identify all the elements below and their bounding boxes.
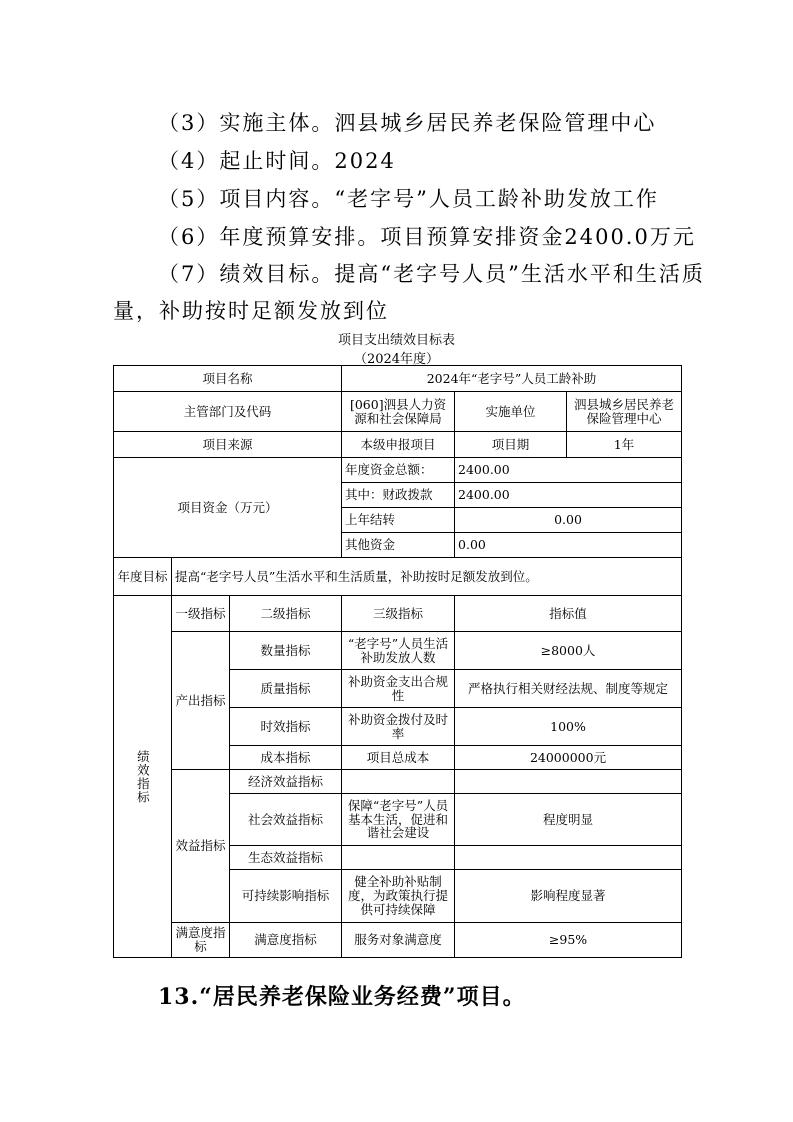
row-l3: 服务对象满意度 [342,923,455,958]
row-l2: 生态效益指标 [230,846,342,870]
funds-label: 项目资金（万元） [114,458,342,558]
col-level1: 一级指标 [172,596,230,632]
paragraph-implementer: （3）实施主体。泗县城乡居民养老保险管理中心 [158,111,657,135]
section-heading: 13.“居民养老保险业务经费”项目。 [158,984,526,1010]
row-value [455,770,682,794]
period-value: 1年 [567,432,682,458]
row-l3: 健全补助补贴制度，为政策执行提供可持续保障 [342,870,455,923]
perf-label: 绩效指标 [114,596,172,958]
row-l2: 满意度指标 [230,923,342,958]
source-value: 本级申报项目 [342,432,455,458]
annual-total-value: 2400.00 [455,458,682,483]
impl-value: 泗县城乡居民养老保险管理中心 [567,392,682,432]
annual-goal-label: 年度目标 [114,558,172,596]
row-l3: 项目总成本 [342,746,455,770]
fiscal-label: 其中：财政拨款 [342,483,455,508]
row-l3: 保障“老字号”人员基本生活，促进和谐社会建设 [342,794,455,846]
paragraph-budget: （6）年度预算安排。项目预算安排资金2400.0万元 [158,225,696,249]
paragraph-goal: （7）绩效目标。提高“老字号人员”生活水平和生活质 [158,262,705,286]
carryover-label: 上年结转 [342,508,455,533]
row-value: ≥95% [455,923,682,958]
impl-label: 实施单位 [455,392,567,432]
performance-table [113,365,682,958]
period-label: 项目期 [455,432,567,458]
row-value: 影响程度显著 [455,870,682,923]
dept-label: 主管部门及代码 [114,392,342,432]
other-funds-value: 0.00 [455,533,682,558]
table-year: （2024年度） [353,352,440,367]
row-l2: 质量指标 [230,670,342,708]
row-value: 24000000元 [455,746,682,770]
paragraph-goal-cont: 量，补助按时足额发放到位 [113,299,389,323]
row-l2: 数量指标 [230,632,342,670]
row-l3 [342,846,455,870]
row-value: 严格执行相关财经法规、制度等规定 [455,670,682,708]
row-value [455,846,682,870]
project-name-value: 2024年“老字号”人员工龄补助 [342,366,682,392]
row-l2: 经济效益指标 [230,770,342,794]
paragraph-period: （4）起止时间。2024 [158,149,396,173]
row-l3: 补助资金拨付及时率 [342,708,455,746]
col-value: 指标值 [455,596,682,632]
fiscal-value: 2400.00 [455,483,682,508]
row-l3: “老字号”人员生活补助发放人数 [342,632,455,670]
other-funds-label: 其他资金 [342,533,455,558]
col-level2: 二级指标 [230,596,342,632]
annual-goal-value: 提高“老字号人员”生活水平和生活质量，补助按时足额发放到位。 [172,558,682,596]
row-l2: 可持续影响指标 [230,870,342,923]
col-level3: 三级指标 [342,596,455,632]
row-value: 程度明显 [455,794,682,846]
project-name-label: 项目名称 [114,366,342,392]
row-l2: 时效指标 [230,708,342,746]
row-l3: 补助资金支出合规性 [342,670,455,708]
carryover-value: 0.00 [455,508,682,533]
row-l2: 社会效益指标 [230,794,342,846]
row-l3 [342,770,455,794]
row-l2: 成本指标 [230,746,342,770]
dept-value: [060]泗县人力资源和社会保障局 [342,392,455,432]
annual-total-label: 年度资金总额： [342,458,455,483]
row-value: 100% [455,708,682,746]
row-value: ≥8000人 [455,632,682,670]
satisfaction-label: 满意度指标 [172,923,230,958]
output-label: 产出指标 [172,632,230,770]
source-label: 项目来源 [114,432,342,458]
benefit-label: 效益指标 [172,770,230,923]
paragraph-content: （5）项目内容。“老字号”人员工龄补助发放工作 [158,187,659,211]
table-title: 项目支出绩效目标表 [337,333,455,348]
